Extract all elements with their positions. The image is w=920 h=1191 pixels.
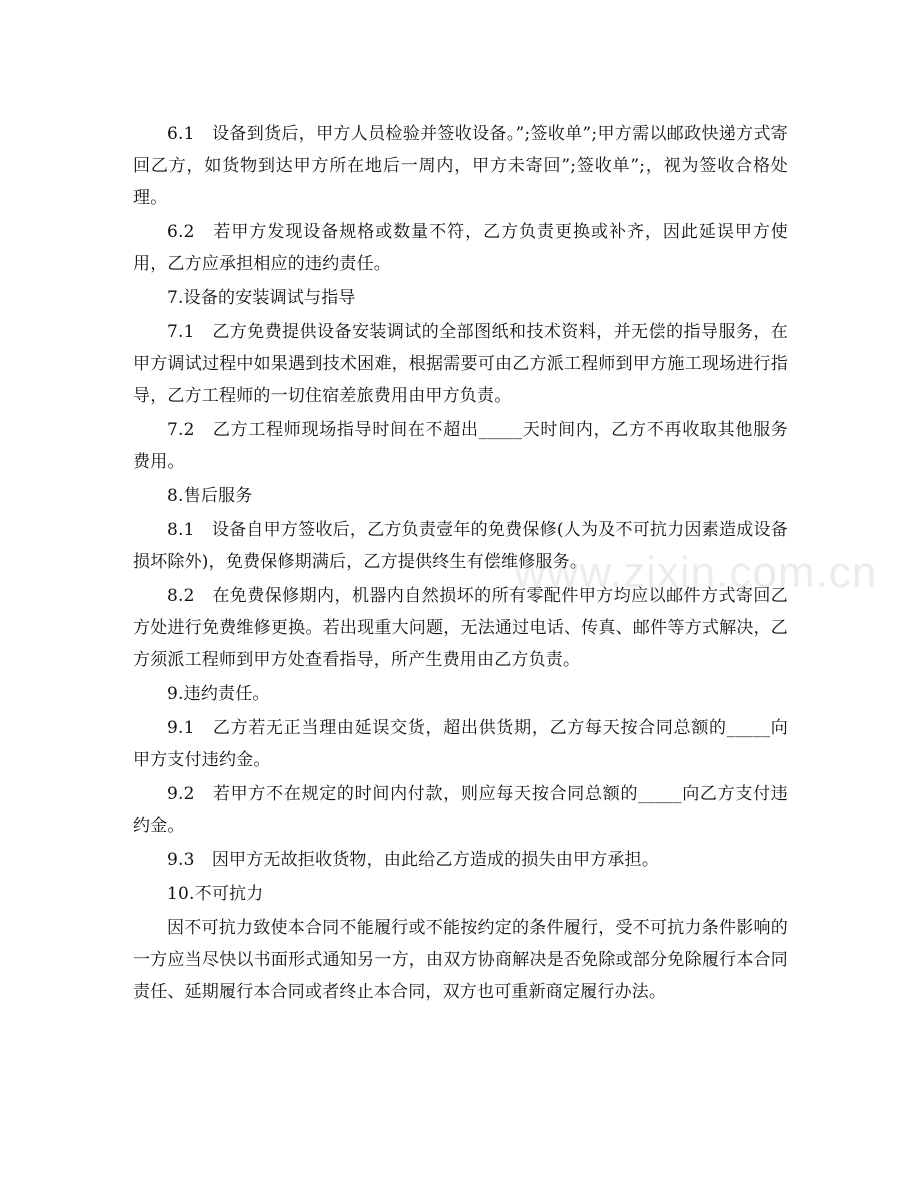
paragraph-6-1: 6.1 设备到货后，甲方人员检验并签收设备。”;签收单”;甲方需以邮政快递方式寄回乙方，如货物到达甲方所在地后一周内，甲方未寄回”;签收单”;，视为签收合格处理。 — [133, 124, 788, 208]
paragraph-6-2: 6.2 若甲方发现设备规格或数量不符，乙方负责更换或补齐，因此延误甲方使用，乙方应承担相应的违约责任。 — [133, 222, 788, 274]
paragraph-7-2: 7.2 乙方工程师现场指导时间在不超出_____天时间内，乙方不再收取其他服务费用。 — [133, 420, 788, 472]
section-heading-8: 8.售后服务 — [167, 486, 253, 506]
section-heading-10: 10.不可抗力 — [167, 884, 264, 904]
section-heading-7: 7.设备的安装调试与指导 — [167, 288, 356, 308]
paragraph-8-1: 8.1 设备自甲方签收后，乙方负责壹年的免费保修(人为及不可抗力因素造成设备损坏除外)，免费保修期满后，乙方提供终生有偿维修服务。 — [133, 520, 788, 572]
watermark: www.zixin.com.cn — [514, 548, 878, 597]
paragraph-9-2: 9.2 若甲方不在规定的时间内付款，则应每天按合同总额的_____向乙方支付违约金。 — [133, 784, 788, 836]
section-heading-9: 9.违约责任。 — [167, 684, 270, 704]
paragraph-9-3: 9.3 因甲方无故拒收货物，由此给乙方造成的损失由甲方承担。 — [167, 850, 660, 870]
paragraph-force-majeure: 因不可抗力致使本合同不能履行或不能按约定的条件履行，受不可抗力条件影响的一方应当尽快以书面形式通知另一方，由双方协商解决是否免除或部分免除履行本合同责任、延期履行本合同或者终止本合同，双方也可重新商定履行办法。 — [133, 918, 788, 1002]
document-body — [133, 118, 788, 1008]
paragraph-7-1: 7.1 乙方免费提供设备安装调试的全部图纸和技术资料，并无偿的指导服务，在甲方调试过程中如果遇到技术困难，根据需要可由乙方派工程师到甲方施工现场进行指导，乙方工程师的一切住宿差旅费用由甲方负责。 — [133, 322, 788, 406]
paragraph-9-1: 9.1 乙方若无正当理由延误交货，超出供货期，乙方每天按合同总额的_____向甲方支付违约金。 — [133, 718, 788, 770]
paragraph-8-2: 8.2 在免费保修期内，机器内自然损坏的所有零配件甲方均应以邮件方式寄回乙方处进行免费维修更换。若出现重大问题，无法通过电话、传真、邮件等方式解决，乙方须派工程师到甲方处查看指导，所产生费用由乙方负责。 — [133, 586, 788, 670]
